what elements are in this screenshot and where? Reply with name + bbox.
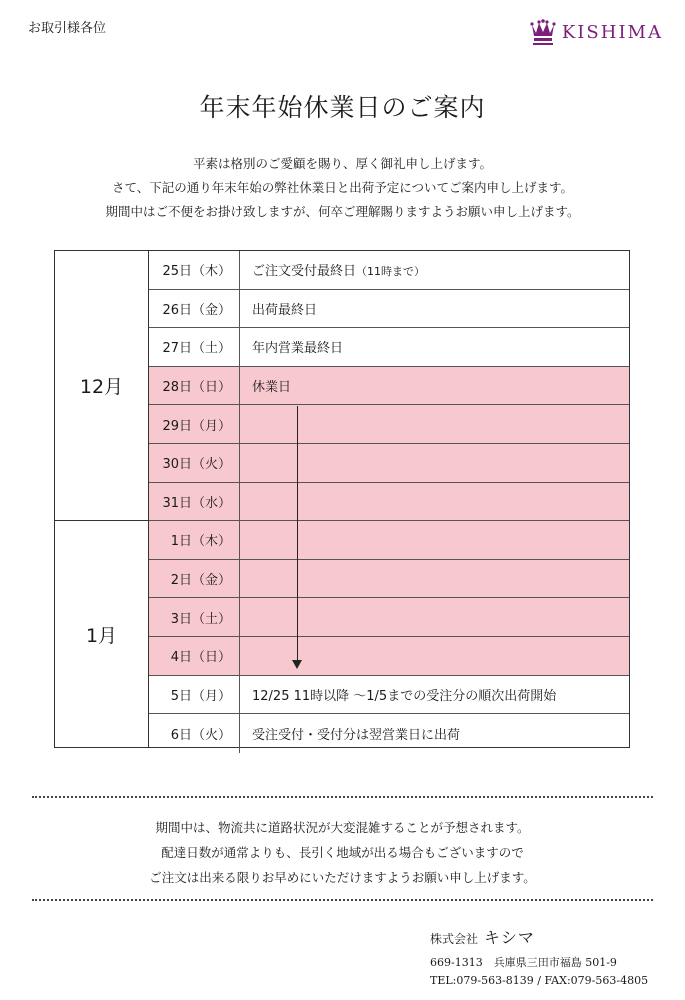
page-title: 年末年始休業日のご案内 (199, 93, 486, 122)
schedule-date: 28日（日） (149, 367, 240, 405)
schedule-note-text: 出荷最終日 (252, 302, 318, 318)
schedule-row (149, 598, 629, 637)
schedule-row (149, 444, 629, 483)
logo-text: KISHIMA (561, 22, 663, 43)
recipient: お取引様各位 (28, 21, 107, 36)
holiday-schedule-table (54, 250, 630, 748)
schedule-note-text: 受注受付・受付分は翌営業日に出荷 (252, 727, 461, 743)
intro-line: 期間中はご不便をお掛け致しますが、何卒ご理解賜りますようお願い申し上げます。 (105, 204, 580, 219)
schedule-date: 5日（月） (149, 676, 240, 714)
schedule-note-text: 休業日 (252, 380, 292, 396)
schedule-note (240, 685, 556, 704)
schedule-date: 2日（金） (149, 560, 240, 598)
schedule-note (240, 724, 460, 743)
schedule-date: 1日（木） (149, 521, 240, 559)
company-contact: TEL:079-563-8139 / FAX:079-563-4805 (430, 974, 649, 987)
schedule-note (240, 376, 291, 395)
intro-line: 平素は格別のご愛顧を賜り、厚く御礼申し上げます。 (192, 156, 492, 171)
schedule-note-detail: （11時まで） (356, 265, 426, 279)
schedule-date: 30日（火） (149, 444, 240, 482)
company-prefix: 株式会社 (430, 932, 479, 946)
schedule-row (149, 367, 629, 406)
schedule-date: 3日（土） (149, 598, 240, 636)
company-address: 669-1313 兵庫県三田市福島 501-9 (430, 956, 617, 969)
notice-line: 配達日数が通常よりも、長引く地域が出る場合もございますので (161, 845, 524, 860)
schedule-row (149, 637, 629, 676)
crown-icon (530, 18, 556, 46)
schedule-row (149, 405, 629, 444)
notice-line: 期間中は、物流共に道路状況が大変混雑することが予想されます。 (155, 820, 530, 835)
intro-paragraph (0, 152, 685, 224)
intro-line: さて、下記の通り年末年始の弊社休業日と出荷予定についてご案内申し上げます。 (111, 180, 573, 195)
month-label-january: 1月 (55, 521, 149, 747)
dotted-divider (32, 899, 653, 901)
schedule-row (149, 251, 629, 290)
schedule-row (149, 714, 629, 753)
schedule-note (240, 299, 317, 318)
company-logo (530, 18, 663, 46)
schedule-date: 29日（月） (149, 405, 240, 443)
schedule-row (149, 290, 629, 329)
schedule-date: 27日（土） (149, 328, 240, 366)
continuation-arrow-line (297, 406, 298, 664)
schedule-note-text: 年内営業最終日 (252, 341, 344, 357)
month-label-december: 12月 (55, 251, 149, 521)
schedule-note-text: ご注文受付最終日 (252, 264, 357, 280)
schedule-row (149, 521, 629, 560)
schedule-row (149, 483, 629, 522)
schedule-row (149, 676, 629, 715)
notice-paragraph (0, 815, 685, 890)
schedule-date: 26日（金） (149, 290, 240, 328)
schedule-date: 6日（火） (149, 714, 240, 753)
schedule-note-text: 12/25 11時以降 〜1/5までの受注分の順次出荷開始 (252, 688, 557, 704)
company-name (430, 925, 535, 948)
schedule-note (240, 337, 343, 356)
schedule-row (149, 328, 629, 367)
schedule-note (240, 260, 425, 279)
schedule-row (149, 560, 629, 599)
schedule-date: 4日（日） (149, 637, 240, 675)
notice-line: ご注文は出来る限りお早めにいただけますようお願い申し上げます。 (149, 870, 536, 885)
company-address-block (430, 954, 648, 990)
dotted-divider (32, 796, 653, 798)
arrow-down-icon (292, 660, 302, 669)
schedule-date: 25日（木） (149, 251, 240, 289)
schedule-date: 31日（水） (149, 483, 240, 521)
company-name-text: キシマ (484, 928, 535, 947)
